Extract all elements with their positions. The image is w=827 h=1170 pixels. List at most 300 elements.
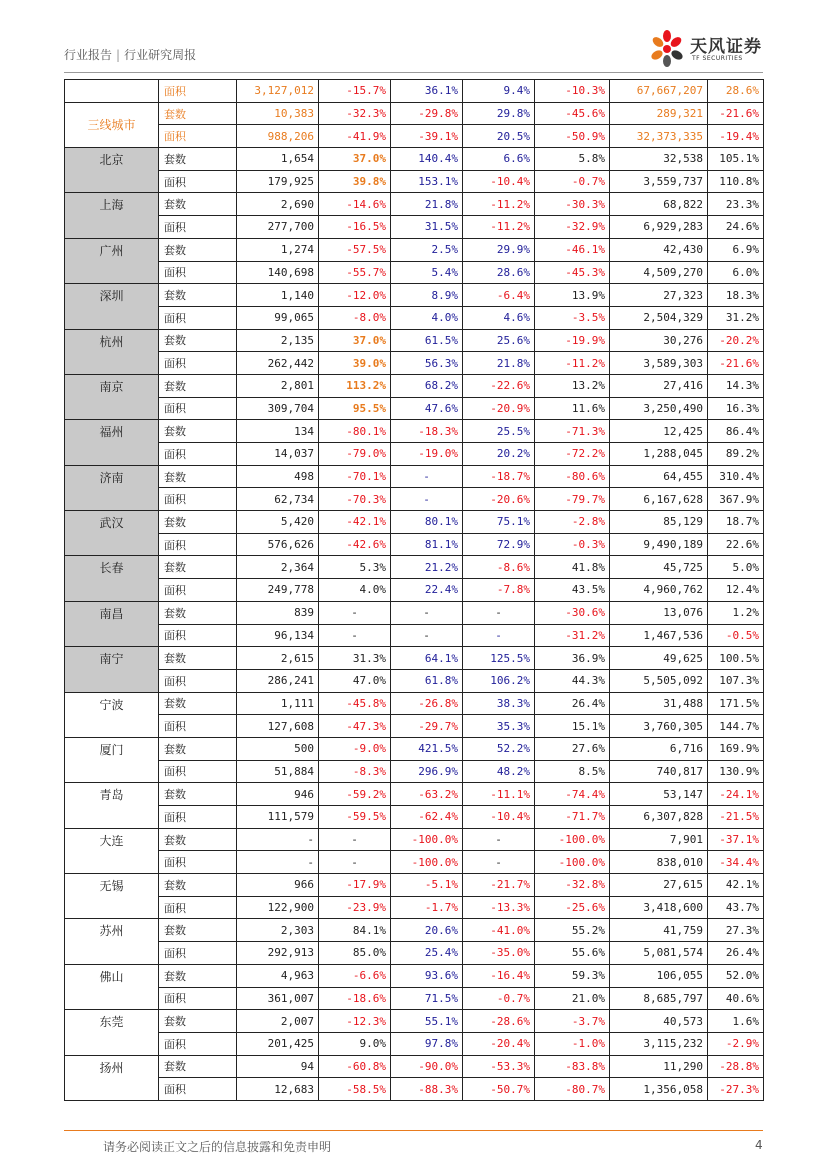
metric-label-cell: 面积 xyxy=(159,443,237,466)
col4-change-cell: -21.7% xyxy=(463,874,535,897)
metric-label-cell: 套数 xyxy=(159,601,237,624)
cumulative-yoy-cell: 18.3% xyxy=(708,284,764,307)
metric-label-cell: 套数 xyxy=(159,148,237,171)
mom-change-cell: -16.5% xyxy=(319,216,391,239)
col5-change-cell: -30.3% xyxy=(535,193,610,216)
table-row xyxy=(65,488,764,511)
mom-change-cell: 37.0% xyxy=(319,148,391,171)
col5-change-cell: 13.9% xyxy=(535,284,610,307)
mom-change-cell: 5.3% xyxy=(319,556,391,579)
table-row xyxy=(65,669,764,692)
footer-divider xyxy=(64,1130,763,1131)
table-row xyxy=(65,942,764,965)
city-name-cell: 青岛 xyxy=(65,783,159,828)
col4-change-cell: -8.6% xyxy=(463,556,535,579)
cumulative-yoy-cell: 16.3% xyxy=(708,397,764,420)
table-row xyxy=(65,1032,764,1055)
units-value-cell: 2,007 xyxy=(237,1010,319,1033)
logo-name-en: TF SECURITIES xyxy=(692,55,743,62)
metric-label-cell: 套数 xyxy=(159,828,237,851)
metric-label-cell: 套数 xyxy=(159,1055,237,1078)
col5-change-cell: -71.7% xyxy=(535,806,610,829)
cumulative-value-cell: 6,167,628 xyxy=(610,488,708,511)
cumulative-yoy-cell: 105.1% xyxy=(708,148,764,171)
cumulative-yoy-cell: -19.4% xyxy=(708,125,764,148)
units-value-cell: 1,140 xyxy=(237,284,319,307)
col5-change-cell: -3.5% xyxy=(535,306,610,329)
cumulative-yoy-cell: 171.5% xyxy=(708,692,764,715)
table-row xyxy=(65,806,764,829)
col5-change-cell: 41.8% xyxy=(535,556,610,579)
metric-label-cell: 面积 xyxy=(159,806,237,829)
col4-change-cell: 35.3% xyxy=(463,715,535,738)
mom-change-cell: -9.0% xyxy=(319,737,391,760)
mom-change-cell: -70.1% xyxy=(319,465,391,488)
units-value-cell: 127,608 xyxy=(237,715,319,738)
col4-change-cell: 29.9% xyxy=(463,238,535,261)
table-row xyxy=(65,624,764,647)
units-value-cell: 201,425 xyxy=(237,1032,319,1055)
yoy-change-cell: 71.5% xyxy=(391,987,463,1010)
yoy-change-cell: 61.8% xyxy=(391,669,463,692)
units-value-cell: 309,704 xyxy=(237,397,319,420)
cumulative-value-cell: 6,929,283 xyxy=(610,216,708,239)
col4-change-cell: - xyxy=(463,851,535,874)
yoy-change-cell: 61.5% xyxy=(391,329,463,352)
cumulative-value-cell: 27,416 xyxy=(610,374,708,397)
city-name-cell: 宁波 xyxy=(65,692,159,737)
table-row xyxy=(65,896,764,919)
yoy-change-cell: 47.6% xyxy=(391,397,463,420)
cumulative-value-cell: 740,817 xyxy=(610,760,708,783)
cumulative-value-cell: 8,685,797 xyxy=(610,987,708,1010)
table-row xyxy=(65,783,764,806)
cumulative-yoy-cell: 1.2% xyxy=(708,601,764,624)
yoy-change-cell: 22.4% xyxy=(391,579,463,602)
mom-change-cell: 95.5% xyxy=(319,397,391,420)
col4-change-cell: -11.1% xyxy=(463,783,535,806)
metric-label-cell: 套数 xyxy=(159,647,237,670)
mom-change-cell: -45.8% xyxy=(319,692,391,715)
metric-label-cell: 套数 xyxy=(159,874,237,897)
metric-label-cell: 面积 xyxy=(159,306,237,329)
col5-change-cell: 8.5% xyxy=(535,760,610,783)
mom-change-cell: -60.8% xyxy=(319,1055,391,1078)
yoy-change-cell: - xyxy=(391,601,463,624)
yoy-change-cell: -29.7% xyxy=(391,715,463,738)
col5-change-cell: 44.3% xyxy=(535,669,610,692)
yoy-change-cell: 68.2% xyxy=(391,374,463,397)
metric-label-cell: 套数 xyxy=(159,374,237,397)
units-value-cell: 1,654 xyxy=(237,148,319,171)
mom-change-cell: -42.6% xyxy=(319,533,391,556)
col4-change-cell: - xyxy=(463,828,535,851)
units-value-cell: 498 xyxy=(237,465,319,488)
yoy-change-cell: 21.2% xyxy=(391,556,463,579)
units-value-cell: 292,913 xyxy=(237,942,319,965)
units-value-cell: 262,442 xyxy=(237,352,319,375)
units-value-cell: 988,206 xyxy=(237,125,319,148)
cumulative-yoy-cell: 31.2% xyxy=(708,306,764,329)
col4-change-cell: 4.6% xyxy=(463,306,535,329)
col5-change-cell: -11.2% xyxy=(535,352,610,375)
cumulative-value-cell: 3,115,232 xyxy=(610,1032,708,1055)
table-row xyxy=(65,397,764,420)
table-row xyxy=(65,420,764,443)
units-value-cell: 134 xyxy=(237,420,319,443)
table-row xyxy=(65,374,764,397)
cumulative-value-cell: 27,615 xyxy=(610,874,708,897)
col4-change-cell: 21.8% xyxy=(463,352,535,375)
metric-label-cell: 面积 xyxy=(159,760,237,783)
yoy-change-cell: -100.0% xyxy=(391,851,463,874)
metric-label-cell: 套数 xyxy=(159,737,237,760)
cumulative-value-cell: 85,129 xyxy=(610,511,708,534)
page-number: 4 xyxy=(755,1138,763,1152)
yoy-change-cell: -19.0% xyxy=(391,443,463,466)
yoy-change-cell: -18.3% xyxy=(391,420,463,443)
cumulative-value-cell: 3,589,303 xyxy=(610,352,708,375)
table-row xyxy=(65,352,764,375)
report-type: 行业报告 xyxy=(64,48,113,62)
units-value-cell: 2,690 xyxy=(237,193,319,216)
col4-change-cell: -20.4% xyxy=(463,1032,535,1055)
metric-label-cell: 套数 xyxy=(159,919,237,942)
cumulative-yoy-cell: -37.1% xyxy=(708,828,764,851)
cumulative-yoy-cell: 144.7% xyxy=(708,715,764,738)
cumulative-yoy-cell: -21.6% xyxy=(708,352,764,375)
mom-change-cell: -8.3% xyxy=(319,760,391,783)
table-row xyxy=(65,102,764,125)
yoy-change-cell: -88.3% xyxy=(391,1078,463,1101)
col4-change-cell: -20.6% xyxy=(463,488,535,511)
units-value-cell: 122,900 xyxy=(237,896,319,919)
col4-change-cell: 9.4% xyxy=(463,80,535,103)
yoy-change-cell: -90.0% xyxy=(391,1055,463,1078)
col4-change-cell: 28.6% xyxy=(463,261,535,284)
units-value-cell: 3,127,012 xyxy=(237,80,319,103)
report-subtitle: 行业研究周报 xyxy=(124,48,197,62)
cumulative-yoy-cell: 24.6% xyxy=(708,216,764,239)
cumulative-yoy-cell: 6.0% xyxy=(708,261,764,284)
cumulative-yoy-cell: 42.1% xyxy=(708,874,764,897)
mom-change-cell: 9.0% xyxy=(319,1032,391,1055)
cumulative-yoy-cell: 89.2% xyxy=(708,443,764,466)
cumulative-yoy-cell: -28.8% xyxy=(708,1055,764,1078)
units-value-cell: 249,778 xyxy=(237,579,319,602)
cumulative-value-cell: 13,076 xyxy=(610,601,708,624)
cumulative-yoy-cell: 26.4% xyxy=(708,942,764,965)
cumulative-yoy-cell: 5.0% xyxy=(708,556,764,579)
col5-change-cell: -0.3% xyxy=(535,533,610,556)
mom-change-cell: -41.9% xyxy=(319,125,391,148)
cumulative-value-cell: 6,716 xyxy=(610,737,708,760)
col5-change-cell: -72.2% xyxy=(535,443,610,466)
col4-change-cell: -35.0% xyxy=(463,942,535,965)
table-row xyxy=(65,148,764,171)
col4-change-cell: 125.5% xyxy=(463,647,535,670)
cumulative-yoy-cell: 28.6% xyxy=(708,80,764,103)
cumulative-value-cell: 106,055 xyxy=(610,964,708,987)
metric-label-cell: 套数 xyxy=(159,511,237,534)
table-row xyxy=(65,579,764,602)
yoy-change-cell: 5.4% xyxy=(391,261,463,284)
cumulative-value-cell: 4,960,762 xyxy=(610,579,708,602)
city-name-cell: 三线城市 xyxy=(65,102,159,147)
col5-change-cell: -71.3% xyxy=(535,420,610,443)
mom-change-cell: 31.3% xyxy=(319,647,391,670)
yoy-change-cell: -29.8% xyxy=(391,102,463,125)
city-name-cell: 南宁 xyxy=(65,647,159,692)
table-row xyxy=(65,80,764,103)
mom-change-cell: -18.6% xyxy=(319,987,391,1010)
col5-change-cell: -74.4% xyxy=(535,783,610,806)
cumulative-value-cell: 3,760,305 xyxy=(610,715,708,738)
cumulative-yoy-cell: 310.4% xyxy=(708,465,764,488)
table-row xyxy=(65,737,764,760)
col5-change-cell: -2.8% xyxy=(535,511,610,534)
mom-change-cell: 85.0% xyxy=(319,942,391,965)
yoy-change-cell: 140.4% xyxy=(391,148,463,171)
table-row xyxy=(65,874,764,897)
mom-change-cell: -80.1% xyxy=(319,420,391,443)
cumulative-yoy-cell: -24.1% xyxy=(708,783,764,806)
units-value-cell: 99,065 xyxy=(237,306,319,329)
mom-change-cell: -6.6% xyxy=(319,964,391,987)
yoy-change-cell: 153.1% xyxy=(391,170,463,193)
yoy-change-cell: 20.6% xyxy=(391,919,463,942)
city-name-cell: 东莞 xyxy=(65,1010,159,1055)
yoy-change-cell: -5.1% xyxy=(391,874,463,897)
col4-change-cell: 20.2% xyxy=(463,443,535,466)
col4-change-cell: -22.6% xyxy=(463,374,535,397)
col4-change-cell: -41.0% xyxy=(463,919,535,942)
yoy-change-cell: 80.1% xyxy=(391,511,463,534)
city-name-cell: 南京 xyxy=(65,374,159,419)
col4-change-cell: -10.4% xyxy=(463,170,535,193)
mom-change-cell: -15.7% xyxy=(319,80,391,103)
table-row xyxy=(65,715,764,738)
mom-change-cell: -42.1% xyxy=(319,511,391,534)
col5-change-cell: 15.1% xyxy=(535,715,610,738)
cumulative-yoy-cell: 110.8% xyxy=(708,170,764,193)
yoy-change-cell: 21.8% xyxy=(391,193,463,216)
col4-change-cell: -11.2% xyxy=(463,216,535,239)
units-value-cell: 111,579 xyxy=(237,806,319,829)
col4-change-cell: -7.8% xyxy=(463,579,535,602)
cumulative-yoy-cell: -21.6% xyxy=(708,102,764,125)
metric-label-cell: 套数 xyxy=(159,783,237,806)
col4-change-cell: 52.2% xyxy=(463,737,535,760)
city-name-cell: 北京 xyxy=(65,148,159,193)
units-value-cell: 500 xyxy=(237,737,319,760)
units-value-cell: 286,241 xyxy=(237,669,319,692)
yoy-change-cell: 25.4% xyxy=(391,942,463,965)
cumulative-value-cell: 12,425 xyxy=(610,420,708,443)
mom-change-cell: -17.9% xyxy=(319,874,391,897)
city-name-cell: 济南 xyxy=(65,465,159,510)
col5-change-cell: -10.3% xyxy=(535,80,610,103)
mom-change-cell: 37.0% xyxy=(319,329,391,352)
city-sales-table xyxy=(64,79,764,1101)
metric-label-cell: 面积 xyxy=(159,851,237,874)
city-name-cell: 广州 xyxy=(65,238,159,283)
metric-label-cell: 套数 xyxy=(159,556,237,579)
col5-change-cell: -1.0% xyxy=(535,1032,610,1055)
table-row xyxy=(65,964,764,987)
metric-label-cell: 套数 xyxy=(159,284,237,307)
table-row xyxy=(65,556,764,579)
metric-label-cell: 面积 xyxy=(159,170,237,193)
cumulative-yoy-cell: 12.4% xyxy=(708,579,764,602)
units-value-cell: 277,700 xyxy=(237,216,319,239)
table-row xyxy=(65,261,764,284)
col5-change-cell: -79.7% xyxy=(535,488,610,511)
yoy-change-cell: 421.5% xyxy=(391,737,463,760)
yoy-change-cell: 56.3% xyxy=(391,352,463,375)
table-row xyxy=(65,329,764,352)
mom-change-cell: -59.2% xyxy=(319,783,391,806)
cumulative-value-cell: 11,290 xyxy=(610,1055,708,1078)
city-name-cell: 厦门 xyxy=(65,737,159,782)
metric-label-cell: 套数 xyxy=(159,329,237,352)
yoy-change-cell: - xyxy=(391,465,463,488)
metric-label-cell: 面积 xyxy=(159,397,237,420)
cumulative-value-cell: 5,505,092 xyxy=(610,669,708,692)
col4-change-cell: 25.5% xyxy=(463,420,535,443)
units-value-cell: 946 xyxy=(237,783,319,806)
city-name-cell: 深圳 xyxy=(65,284,159,329)
metric-label-cell: 套数 xyxy=(159,420,237,443)
cumulative-value-cell: 31,488 xyxy=(610,692,708,715)
mom-change-cell: 84.1% xyxy=(319,919,391,942)
table-row xyxy=(65,170,764,193)
col5-change-cell: -80.7% xyxy=(535,1078,610,1101)
units-value-cell: 361,007 xyxy=(237,987,319,1010)
city-name-cell: 南昌 xyxy=(65,601,159,646)
table-row xyxy=(65,465,764,488)
units-value-cell: 966 xyxy=(237,874,319,897)
metric-label-cell: 面积 xyxy=(159,125,237,148)
yoy-change-cell: -100.0% xyxy=(391,828,463,851)
units-value-cell: 140,698 xyxy=(237,261,319,284)
cumulative-value-cell: 9,490,189 xyxy=(610,533,708,556)
cumulative-value-cell: 2,504,329 xyxy=(610,306,708,329)
cumulative-value-cell: 42,430 xyxy=(610,238,708,261)
city-name-cell: 福州 xyxy=(65,420,159,465)
col5-change-cell: 21.0% xyxy=(535,987,610,1010)
col5-change-cell: -0.7% xyxy=(535,170,610,193)
yoy-change-cell: 8.9% xyxy=(391,284,463,307)
cumulative-value-cell: 41,759 xyxy=(610,919,708,942)
cumulative-value-cell: 30,276 xyxy=(610,329,708,352)
cumulative-yoy-cell: 22.6% xyxy=(708,533,764,556)
table-row xyxy=(65,511,764,534)
units-value-cell: 1,111 xyxy=(237,692,319,715)
units-value-cell: 4,963 xyxy=(237,964,319,987)
mom-change-cell: -70.3% xyxy=(319,488,391,511)
cumulative-value-cell: 3,559,737 xyxy=(610,170,708,193)
table-row xyxy=(65,647,764,670)
cumulative-value-cell: 1,288,045 xyxy=(610,443,708,466)
mom-change-cell: 39.8% xyxy=(319,170,391,193)
col4-change-cell: 29.8% xyxy=(463,102,535,125)
col4-change-cell: 20.5% xyxy=(463,125,535,148)
cumulative-yoy-cell: 169.9% xyxy=(708,737,764,760)
units-value-cell: 1,274 xyxy=(237,238,319,261)
units-value-cell: 2,615 xyxy=(237,647,319,670)
table-row xyxy=(65,125,764,148)
cumulative-yoy-cell: 367.9% xyxy=(708,488,764,511)
units-value-cell: 94 xyxy=(237,1055,319,1078)
col4-change-cell: -53.3% xyxy=(463,1055,535,1078)
col4-change-cell: - xyxy=(463,601,535,624)
cumulative-yoy-cell: 107.3% xyxy=(708,669,764,692)
cumulative-yoy-cell: 100.5% xyxy=(708,647,764,670)
mom-change-cell: - xyxy=(319,851,391,874)
col5-change-cell: 36.9% xyxy=(535,647,610,670)
city-name-cell: 苏州 xyxy=(65,919,159,964)
units-value-cell: 2,364 xyxy=(237,556,319,579)
table-row xyxy=(65,828,764,851)
cumulative-yoy-cell: 23.3% xyxy=(708,193,764,216)
metric-label-cell: 面积 xyxy=(159,1078,237,1101)
col4-change-cell: -0.7% xyxy=(463,987,535,1010)
mom-change-cell: -8.0% xyxy=(319,306,391,329)
yoy-change-cell: 97.8% xyxy=(391,1032,463,1055)
col5-change-cell: 26.4% xyxy=(535,692,610,715)
yoy-change-cell: - xyxy=(391,624,463,647)
table-row xyxy=(65,443,764,466)
city-name-cell: 武汉 xyxy=(65,511,159,556)
cumulative-value-cell: 6,307,828 xyxy=(610,806,708,829)
yoy-change-cell: -63.2% xyxy=(391,783,463,806)
cumulative-value-cell: 45,725 xyxy=(610,556,708,579)
cumulative-yoy-cell: 52.0% xyxy=(708,964,764,987)
units-value-cell: 12,683 xyxy=(237,1078,319,1101)
yoy-change-cell: -26.8% xyxy=(391,692,463,715)
yoy-change-cell: -62.4% xyxy=(391,806,463,829)
col4-change-cell: -20.9% xyxy=(463,397,535,420)
mom-change-cell: -32.3% xyxy=(319,102,391,125)
metric-label-cell: 面积 xyxy=(159,942,237,965)
cumulative-value-cell: 1,467,536 xyxy=(610,624,708,647)
cumulative-value-cell: 1,356,058 xyxy=(610,1078,708,1101)
units-value-cell: 2,801 xyxy=(237,374,319,397)
col5-change-cell: -83.8% xyxy=(535,1055,610,1078)
mom-change-cell: 113.2% xyxy=(319,374,391,397)
col5-change-cell: -50.9% xyxy=(535,125,610,148)
cumulative-value-cell: 40,573 xyxy=(610,1010,708,1033)
table-row xyxy=(65,193,764,216)
units-value-cell: 839 xyxy=(237,601,319,624)
report-header xyxy=(64,46,196,63)
city-name-cell: 扬州 xyxy=(65,1055,159,1100)
mom-change-cell: 4.0% xyxy=(319,579,391,602)
table-row xyxy=(65,1055,764,1078)
units-value-cell: 179,925 xyxy=(237,170,319,193)
units-value-cell: 96,134 xyxy=(237,624,319,647)
table-row xyxy=(65,601,764,624)
col4-change-cell: - xyxy=(463,624,535,647)
metric-label-cell: 面积 xyxy=(159,488,237,511)
col5-change-cell: 59.3% xyxy=(535,964,610,987)
col4-change-cell: 48.2% xyxy=(463,760,535,783)
metric-label-cell: 套数 xyxy=(159,1010,237,1033)
units-value-cell: 576,626 xyxy=(237,533,319,556)
table-row xyxy=(65,692,764,715)
metric-label-cell: 面积 xyxy=(159,80,237,103)
